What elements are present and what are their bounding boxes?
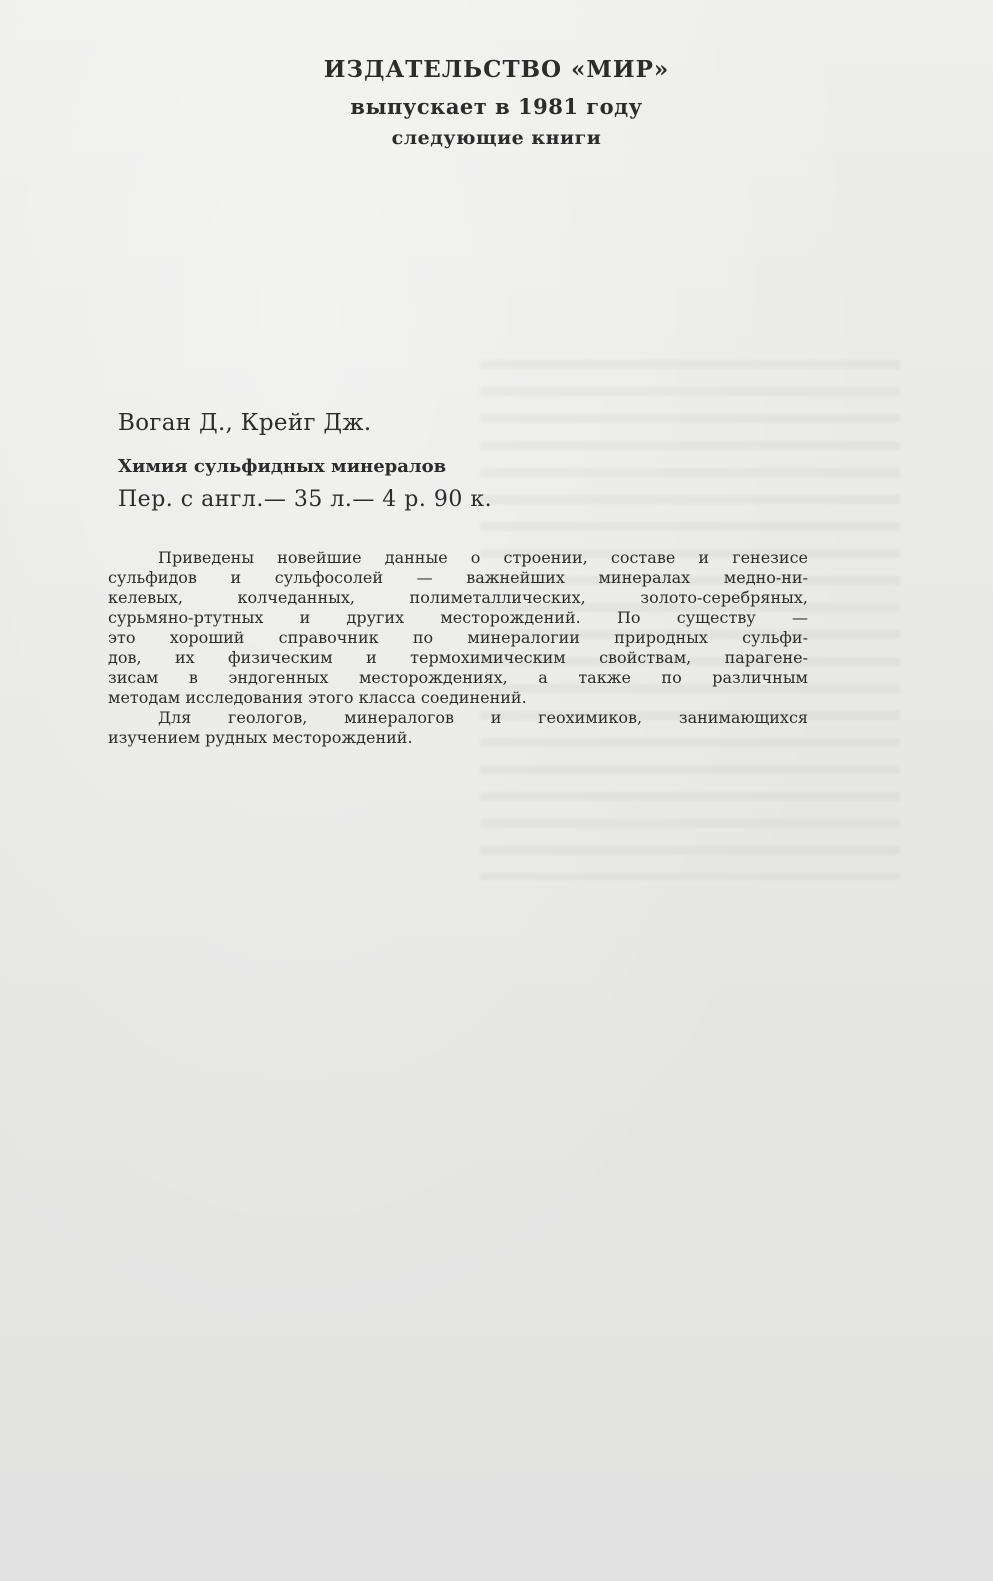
description-line: келевых, колчеданных, полиметаллических, золото-серебряных, xyxy=(108,588,808,607)
description-line: сурьмяно-ртутных и других месторождений. По существу — xyxy=(108,608,808,627)
description-line: зисам в эндогенных месторождениях, а также по различным xyxy=(108,668,808,687)
audience-line: Для геологов, минералогов и геохимиков, занимающихся xyxy=(158,708,808,727)
publisher-heading: ИЗДАТЕЛЬСТВО «МИР» xyxy=(323,56,670,83)
book-title: Химия сульфидных минералов xyxy=(118,456,447,477)
description-line: это хороший справочник по минералогии природных сульфи- xyxy=(108,628,808,647)
audience-line: изучением рудных месторождений. xyxy=(108,728,413,747)
book-entry xyxy=(118,410,818,530)
description-line: сульфидов и сульфосолей — важнейших минералах медно-ни- xyxy=(108,568,808,587)
book-price-line: Пер. с англ.— 35 л.— 4 р. 90 к. xyxy=(118,487,493,512)
books-subheading: следующие книги xyxy=(391,127,602,149)
description-line: Приведены новейшие данные о строении, составе и генезисе xyxy=(158,548,808,567)
description-line: дов, их физическим и термохимическим свойствам, парагене- xyxy=(108,648,808,667)
release-year-line: выпускает в 1981 году xyxy=(350,94,643,119)
book-authors: Воган Д., Крейг Дж. xyxy=(118,410,372,436)
description-line: методам исследования этого класса соединений. xyxy=(108,688,527,707)
book-description xyxy=(108,548,808,748)
